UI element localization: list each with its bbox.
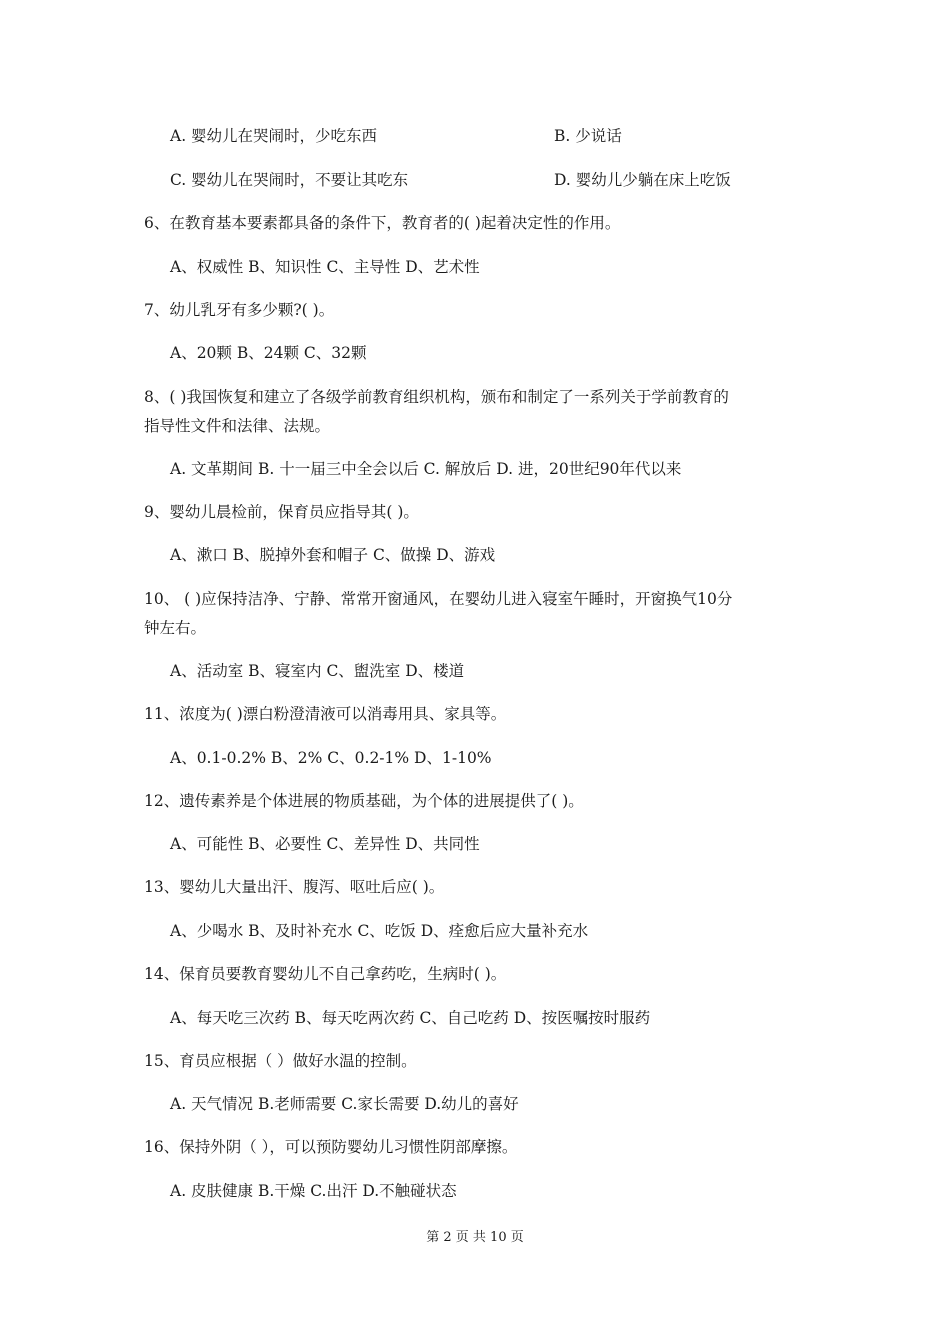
q11-options: A、0.1-0.2% B、2% C、0.2-1% D、1-10% (170, 749, 492, 767)
q15-options: A. 天气情况 B.老师需要 C.家长需要 D.幼儿的喜好 (170, 1095, 519, 1113)
q8-stem-line1: 8、( )我国恢复和建立了各级学前教育组织机构，颁布和制定了一系列关于学前教育的 (144, 388, 729, 406)
q6-stem: 6、在教育基本要素都具备的条件下，教育者的( )起着决定性的作用。 (144, 214, 621, 232)
q11-stem: 11、浓度为( )漂白粉澄清液可以消毒用具、家具等。 (144, 705, 507, 723)
q8-stem-line2: 指导性文件和法律、法规。 (144, 417, 331, 435)
q14-options: A、每天吃三次药 B、每天吃两次药 C、自己吃药 D、按医嘱按时服药 (170, 1009, 651, 1027)
q14-stem: 14、保育员要教育婴幼儿不自己拿药吃，生病时( )。 (144, 965, 507, 983)
q9-stem: 9、婴幼儿晨检前，保育员应指导其( )。 (144, 503, 419, 521)
q7-stem: 7、幼儿乳牙有多少颗?( )。 (144, 301, 335, 319)
q6-options: A、权威性 B、知识性 C、主导性 D、艺术性 (170, 258, 480, 276)
q12-stem: 12、遗传素养是个体进展的物质基础，为个体的进展提供了( )。 (144, 792, 584, 810)
q13-stem: 13、婴幼儿大量出汗、腹泻、呕吐后应( )。 (144, 878, 445, 896)
q12-options: A、可能性 B、必要性 C、差异性 D、共同性 (170, 835, 480, 853)
q10-options: A、活动室 B、寝室内 C、盥洗室 D、楼道 (170, 662, 465, 680)
q15-stem: 15、育员应根据（ ）做好水温的控制。 (144, 1052, 417, 1070)
page-footer: 第 2 页 共 10 页 (426, 1230, 524, 1245)
q7-options: A、20颗 B、24颗 C、32颗 (170, 344, 367, 362)
q5-option-a: A. 婴幼儿在哭闹时，少吃东西 (170, 127, 378, 145)
q16-options: A. 皮肤健康 B.干燥 C.出汗 D.不触碰状态 (170, 1182, 457, 1200)
q5-option-d: D. 婴幼儿少躺在床上吃饭 (554, 171, 731, 189)
q10-stem-line2: 钟左右。 (144, 619, 207, 637)
q16-stem: 16、保持外阴（ ），可以预防婴幼儿习惯性阴部摩擦。 (144, 1138, 518, 1156)
q5-option-c: C. 婴幼儿在哭闹时，不要让其吃东 (170, 171, 409, 189)
q10-stem-line1: 10、 ( )应保持洁净、宁静、常常开窗通风，在婴幼儿进入寝室午睡时，开窗换气10分 (144, 590, 733, 608)
q13-options: A、少喝水 B、及时补充水 C、吃饭 D、痊愈后应大量补充水 (170, 922, 589, 940)
q5-option-b: B. 少说话 (554, 127, 622, 145)
q8-options: A. 文革期间 B. 十一届三中全会以后 C. 解放后 D. 进，20世纪90年代以来 (170, 460, 682, 478)
q9-options: A、漱口 B、脱掉外套和帽子 C、做操 D、游戏 (170, 546, 496, 564)
